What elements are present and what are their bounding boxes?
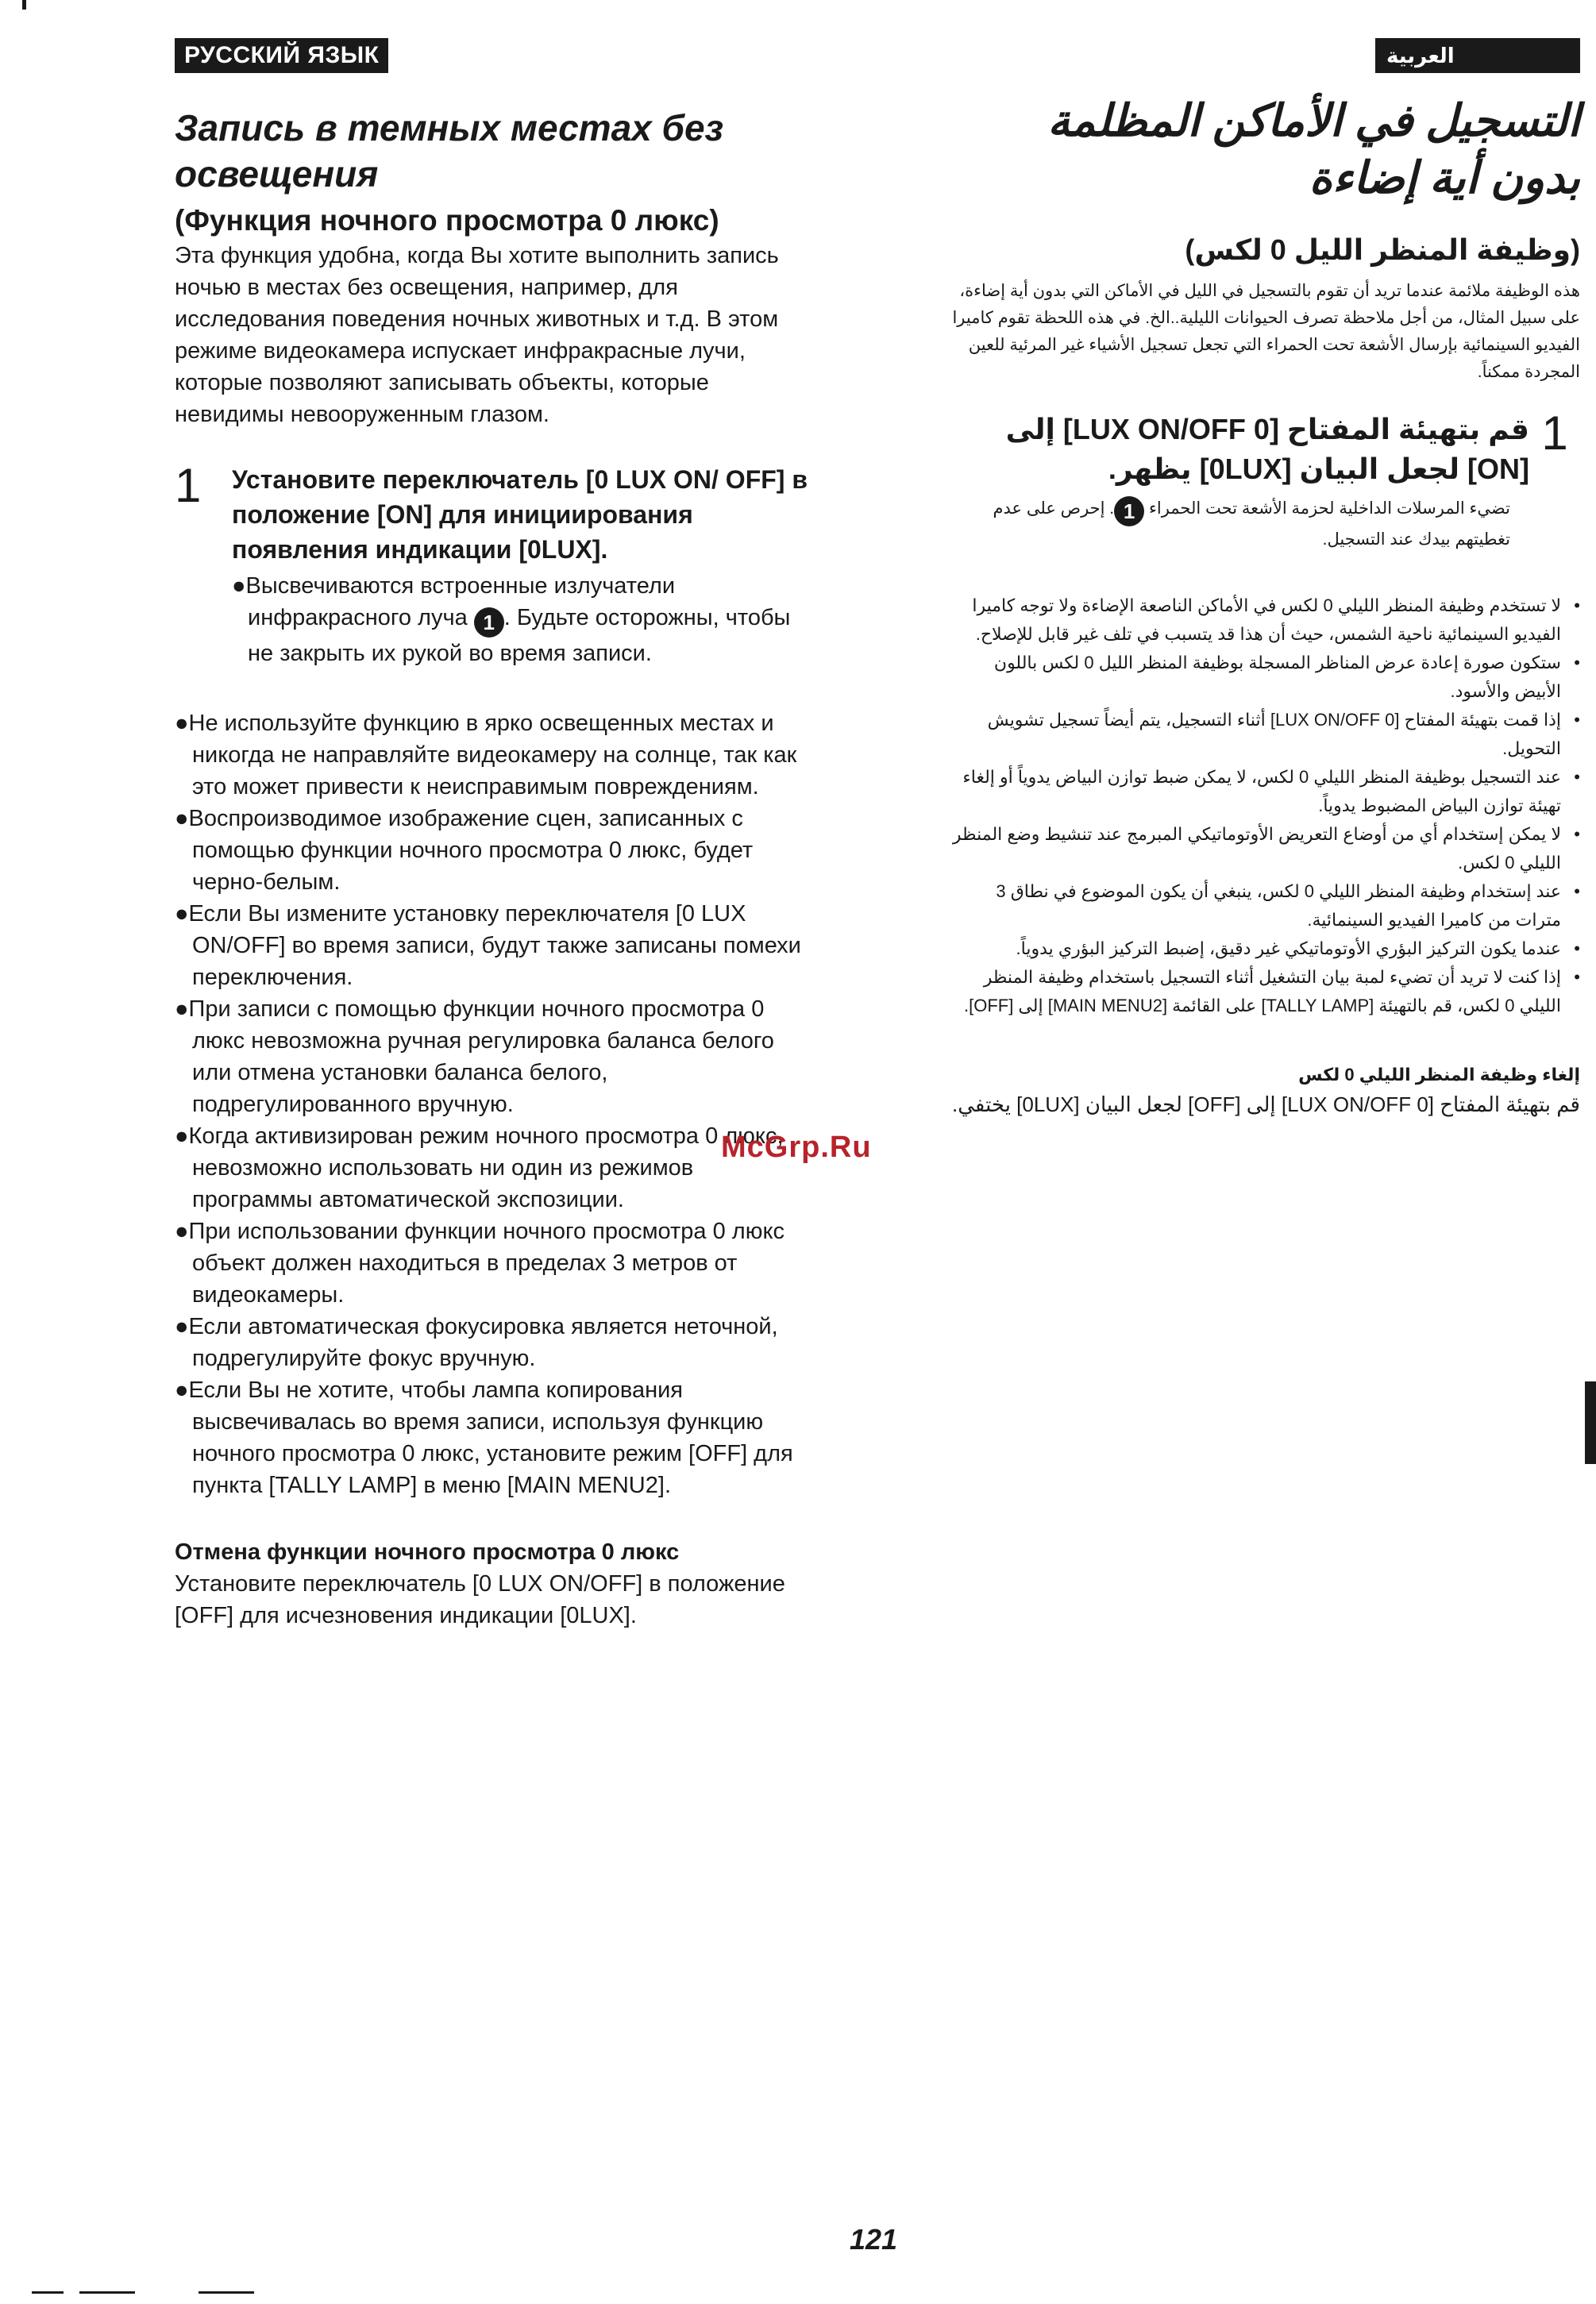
title-line-2: освещения (175, 153, 379, 195)
step-instruction: Установите переключатель [0 LUX ON/ OFF] в положение [ON] для инициирования появления индикации [0LUX]. (232, 465, 808, 564)
title-line-1: Запись в темных местах без (175, 107, 724, 148)
list-item: • لا تستخدم وظيفة المنظر الليلي 0 لكس في الأماكن الناصعة الإضاءة ولا توجه كاميرا الفيديو السينمائية ناحية الشمس، حيث أن هذا قد يتسبب في تلف غير قابل للإصلاح. (949, 591, 1580, 649)
step-sub-note-start: تضيء المرسلات الداخلية لحزمة الأشعة تحت الحمراء (1148, 499, 1510, 518)
list-item: • إذا كنت لا تريد أن تضيء لمبة بيان التشغيل أثناء التسجيل باستخدام وظيفة المنظر الليلي 0 لكس، قم بالتهيئة [TALLY LAMP] على القائمة [MAIN MENU2] إلى [OFF]. (949, 963, 1580, 1020)
step-number: 1 (1541, 406, 1568, 460)
cancel-heading-russian: Отмена функции ночного просмотра 0 люкс (175, 1539, 680, 1565)
arabic-column (949, 38, 1580, 1120)
notes-list-russian (175, 707, 810, 1501)
cancel-body-arabic: قم بتهيئة المفتاح [0 LUX ON/OFF] إلى [OFF] لجعل البيان [0LUX] يختفي. (952, 1092, 1580, 1116)
step-sub-note (232, 570, 810, 669)
list-item: • عند التسجيل بوظيفة المنظر الليلي 0 لكس، لا يمكن ضبط توازن البياض يدوياً أو إلغاء تهيئة توازن البياض المضبوط يدوياً. (949, 763, 1580, 820)
list-item: ●Если Вы не хотите, чтобы лампа копирования высвечивалась во время записи, используя функцию ночного просмотра 0 люкс, установите режим [OFF] для пункта [TALLY LAMP] в меню [MAIN MENU2]. (175, 1377, 793, 1498)
list-item: ●Если Вы измените установку переключателя [0 LUX ON/OFF] во время записи, будут также записаны помехи переключения. (175, 901, 801, 990)
list-item: ●Не используйте функцию в ярко освещенных местах и никогда не направляйте видеокамеру на солнце, так как это может привести к неисправимым повреждениям. (175, 711, 797, 799)
list-item: ●Когда активизирован режим ночного просмотра 0 люкс, невозможно использовать ни один из режимов программы автоматической экспозиции. (175, 1123, 784, 1212)
list-item: ●Воспроизводимое изображение сцен, записанных с помощью функции ночного просмотра 0 люкс, будет черно-белым. (175, 806, 754, 895)
language-label-russian: РУССКИЙ ЯЗЫК (175, 38, 388, 73)
step-1-arabic (949, 406, 1580, 553)
bottom-scan-line (32, 2291, 64, 2294)
bottom-scan-line (79, 2291, 135, 2294)
russian-column (175, 38, 810, 1632)
reference-marker-icon: 1 (474, 607, 504, 638)
list-item: ●При записи с помощью функции ночного просмотра 0 люкс невозможна ручная регулировка баланса белого или отмена установки баланса белого, подрегулированного вручную. (175, 996, 774, 1117)
crop-mark (22, 0, 26, 10)
list-item: ●Если автоматическая фокусировка является неточной, подрегулируйте фокус вручную. (175, 1314, 778, 1371)
step-instruction: قم بتهيئة المفتاح [0 LUX ON/OFF] إلى [ON] لجعل البيان [0LUX] يظهر. (1005, 413, 1529, 485)
list-item: ●При использовании функции ночного просмотра 0 люкс объект должен находиться в пределах 3 метров от видеокамеры. (175, 1219, 785, 1308)
language-label-arabic: العربية (1375, 38, 1580, 73)
list-item: • عندما يكون التركيز البؤري الأوتوماتيكي غير دقيق، إضبط التركيز البؤري يدوياً. (949, 934, 1580, 963)
subtitle-russian: (Функция ночного просмотра 0 люкс) (175, 204, 719, 237)
cancel-body-russian: Установите переключатель [0 LUX ON/OFF] в положение [OFF] для исчезновения индикации [0LUX]. (175, 1571, 785, 1628)
bottom-scan-line (199, 2291, 254, 2294)
intro-paragraph-russian: Эта функция удобна, когда Вы хотите выполнить запись ночью в местах без освещения, например, для исследования поведения ночных животных и т.д. В этом режиме видеокамера испускает инфракрасные лучи, которые позволяют записывать объекты, которые невидимы невооруженным глазом. (175, 243, 779, 427)
list-item: • عند إستخدام وظيفة المنظر الليلي 0 لكس، ينبغي أن يكون الموضوع في نطاق 3 مترات من كاميرا الفيديو السينمائية. (949, 877, 1580, 934)
step-sub-note-end: . إحرص على عدم تغطيتهم بيدك عند التسجيل. (993, 499, 1510, 549)
subtitle-arabic: (وظيفة المنظر الليل 0 لكس) (1185, 233, 1580, 266)
step-number: 1 (175, 459, 202, 512)
section-edge-tab (1585, 1381, 1596, 1464)
step-sub-note-start: ●Высвечиваются встроенные излучатели инфракрасного луча (232, 573, 676, 630)
page-title-russian (175, 105, 810, 197)
page-title-arabic: التسجيل في الأماكن المظلمة بدون أية إضاءة (1047, 95, 1580, 202)
watermark: McGrp.Ru (721, 1131, 872, 1164)
intro-paragraph-arabic: هذه الوظيفة ملائمة عندما تريد أن تقوم بالتسجيل في الليل في الأماكن التي بدون أية إضاءة، على سبيل المثال، من أجل ملاحظة تصرف الحيوانات الليلية..الخ. في هذه اللحظة تقوم كاميرا الفيديو السينمائية بإرسال الأشعة تحت الحمراء التي تجعل تسجيل الأشياء غير المرئية للعين المجردة ممكناً. (952, 282, 1580, 381)
step-1-russian (175, 459, 810, 669)
step-sub-note-end: . Будьте осторожны, чтобы не закрыть их рукой во время записи. (248, 605, 791, 666)
notes-list-arabic (949, 591, 1580, 1020)
cancel-heading-arabic: إلغاء وظيفة المنظر الليلي 0 لكس (1298, 1065, 1580, 1085)
step-sub-note (949, 495, 1529, 553)
page-number: 121 (850, 2223, 898, 2256)
list-item: • إذا قمت بتهيئة المفتاح [0 LUX ON/OFF] أثناء التسجيل، يتم أيضاً تسجيل تشويش التحويل. (949, 706, 1580, 763)
list-item: • لا يمكن إستخدام أي من أوضاع التعريض الأوتوماتيكي المبرمج عند تنشيط وضع المنظر الليلي 0 لكس. (949, 820, 1580, 877)
reference-marker-icon: 1 (1114, 496, 1144, 526)
list-item: • ستكون صورة إعادة عرض المناظر المسجلة بوظيفة المنظر الليل 0 لكس باللون الأبيض والأسود. (949, 649, 1580, 706)
